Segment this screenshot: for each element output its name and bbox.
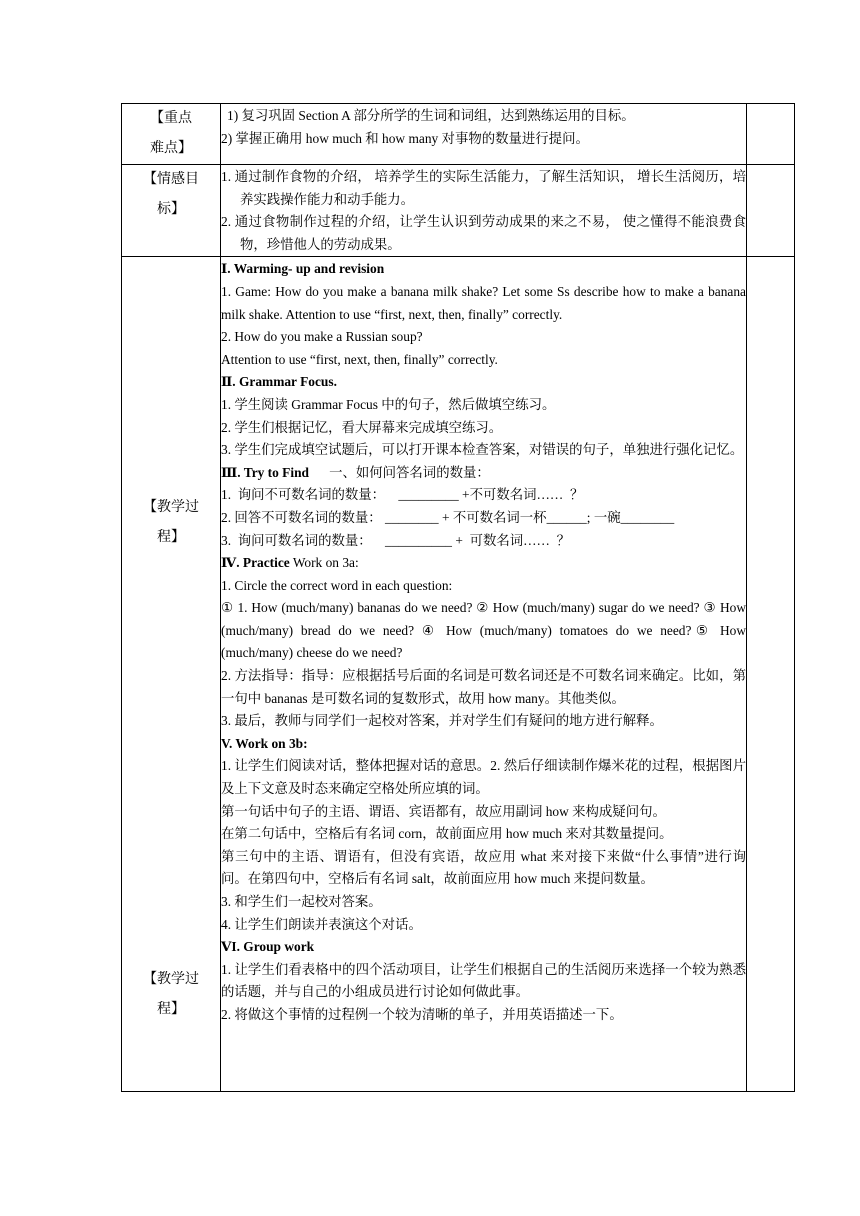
teaching-process-label2-line1: 【教学过 xyxy=(143,972,199,988)
teaching-process-label-2 xyxy=(122,965,220,1025)
teaching-process-label-cell xyxy=(122,257,221,1092)
key-point-2: 2) 掌握正确用 how much 和 how many 对事物的数量进行提问。 xyxy=(221,130,589,146)
section-3-para-1: 1. 询问不可数名词的数量： _________ +不可数名词…… ？ xyxy=(221,487,584,503)
section-5-para-6: 4. 让学生们朗读并表演这个对话。 xyxy=(221,916,422,932)
emotion-goals-content xyxy=(221,165,747,257)
section-3-title xyxy=(221,462,746,485)
teaching-process-label2-line2: 程】 xyxy=(157,1002,185,1018)
lesson-plan-table xyxy=(121,103,795,1092)
section-1-title xyxy=(221,258,746,281)
emotion-goals-label-line2: 标】 xyxy=(157,202,185,217)
section-4-para-1: 1. Circle the correct word in each question: xyxy=(221,577,453,593)
key-point-1: 1) 复习巩固 Section A 部分所学的生词和词组，达到熟练运用的目标。 xyxy=(227,108,635,123)
section-5-para-1: 1. 让学生们阅读对话，整体把握对话的意思。2. 然后仔细读制作爆米花的过程，根据图片及上下文意及时态来确定空格处所应填的词。 xyxy=(221,758,746,797)
section-2-para-1: 1. 学生阅读 Grammar Focus 中的句子，然后做填空练习。 xyxy=(221,396,556,412)
section-1-para-1: 1. Game: How do you make a banana milk shake? Let some Ss describe how to make a banana milk shake. Attention to use “first, next, then, finally” correctly. xyxy=(221,283,746,322)
emotion-goals-label xyxy=(122,165,221,257)
key-points-content xyxy=(221,104,747,165)
section-6-para-1: 1. 让学生们看表格中的四个活动项目，让学生们根据自己的生活阅历来选择一个较为熟悉的话题，并与自己的小组成员进行讨论如何做此事。 xyxy=(221,961,746,1000)
section-5-title xyxy=(221,733,746,756)
section-2-heading: Ⅱ. Grammar Focus. xyxy=(221,374,337,390)
notes-cell-2 xyxy=(747,165,795,257)
section-1-para-3: Attention to use “first, next, then, finally” correctly. xyxy=(221,351,498,367)
section-6-para-2: 2. 将做这个事情的过程例一个较为清晰的单子，并用英语描述一下。 xyxy=(221,1006,623,1022)
section-3-para-2: 2. 回答不可数名词的数量： ________ + 不可数名词一杯______; 一碗________ xyxy=(221,509,675,525)
section-4-heading-rest: Work on 3a: xyxy=(289,555,359,571)
key-points-label-line2: 难点】 xyxy=(150,141,192,156)
emotion-goal-2: 2. 通过食物制作过程的介绍，让学生认识到劳动成果的来之不易， 使之懂得不能浪费食物，珍惜他人的劳动成果。 xyxy=(221,214,746,252)
section-4-title xyxy=(221,552,746,575)
section-5-para-5: 3. 和学生们一起校对答案。 xyxy=(221,894,382,909)
teaching-process-label xyxy=(122,493,220,553)
teaching-process-label-line2: 程】 xyxy=(157,530,185,546)
notes-cell-3 xyxy=(747,257,795,1092)
section-3-para-3: 3. 询问可数名词的数量： __________ + 可数名词…… ？ xyxy=(221,532,571,548)
section-2-title xyxy=(221,371,746,394)
section-6-heading: ⅤI. Group work xyxy=(221,939,315,955)
key-points-row xyxy=(122,104,795,165)
section-3-heading: Ⅲ. Try to Find xyxy=(221,464,309,480)
section-1-heading: Ⅰ. Warming- up and revision xyxy=(221,261,385,277)
section-1-para-2: 2. How do you make a Russian soup? xyxy=(221,329,423,345)
emotion-goals-row xyxy=(122,165,795,257)
key-points-label xyxy=(122,104,221,165)
teaching-process-label-line1: 【教学过 xyxy=(143,500,199,516)
section-5-para-3: 在第二句话中，空格后有名词 corn，故前面应用 how much 来对其数量提问。 xyxy=(221,826,673,842)
section-5-para-2: 第一句话中句子的主语、谓语、宾语都有，故应用副词 how 来构成疑问句。 xyxy=(221,803,666,819)
emotion-goals-label-line1: 【情感目 xyxy=(143,172,199,187)
emotion-goal-1: 1. 通过制作食物的介绍， 培养学生的实际生活能力，了解生活知识， 增长生活阅历，培养实践操作能力和动手能力。 xyxy=(221,169,746,207)
section-4-para-2: ① 1. How (much/many) bananas do we need? ② How (much/many) sugar do we need? ③ How (much/many) bread do we need? ④ How (much/many) tomatoes do we need?⑤ How (much/many) cheese do we need? xyxy=(221,600,746,661)
section-4-para-4: 3. 最后，教师与同学们一起校对答案，并对学生们有疑问的地方进行解释。 xyxy=(221,713,663,729)
notes-cell-1 xyxy=(747,104,795,165)
section-6-title xyxy=(221,936,746,959)
section-4-heading: Ⅳ. Practice xyxy=(221,555,290,571)
section-5-para-4: 第三句中的主语、谓语有，但没有宾语，故应用 what 来对接下来做“什么事情”进行询问。在第四句中，空格后有名词 salt，故前面应用 how much 来提问数量。 xyxy=(221,848,746,887)
section-2-para-2: 2. 学生们根据记忆，看大屏幕来完成填空练习。 xyxy=(221,419,503,435)
section-5-heading: V. Work on 3b: xyxy=(221,735,308,751)
key-points-label-line1: 【重点 xyxy=(150,111,192,126)
section-3-heading-rest: 一、如何问答名词的数量： xyxy=(308,464,490,480)
section-2-para-3: 3. 学生们完成填空试题后，可以打开课本检查答案，对错误的句子，单独进行强化记忆。 xyxy=(221,442,744,458)
section-4-para-3: 2. 方法指导：指导：应根据括号后面的名词是可数名词还是不可数名词来确定。比如，第一句中 bananas 是可数名词的复数形式，故用 how many。其他类似。 xyxy=(221,668,746,706)
teaching-process-row xyxy=(122,257,795,1092)
teaching-process-content xyxy=(221,257,747,1092)
